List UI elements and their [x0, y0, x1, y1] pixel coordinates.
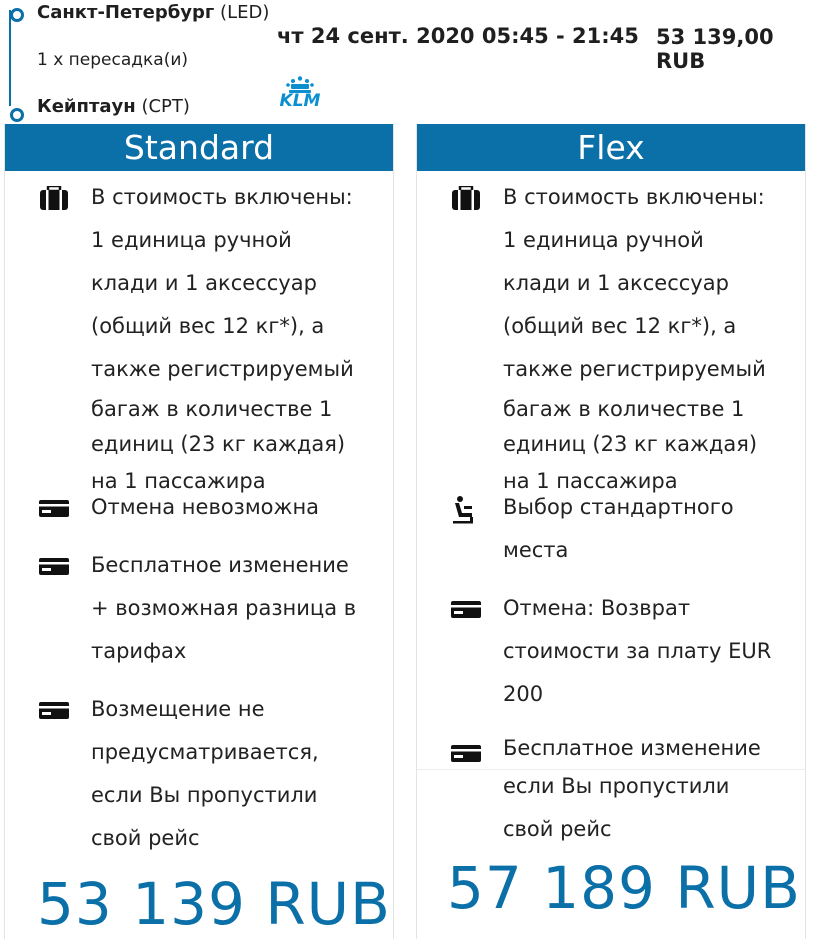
card-icon [38, 698, 70, 722]
destination-node-icon [10, 108, 24, 122]
flight-price: 53 139,00 RUB [656, 25, 774, 73]
feature-line: 1 единица ручной [503, 228, 704, 252]
feature-line: В стоимость включены: [91, 185, 353, 209]
fare-price[interactable]: 57 189 RUB [447, 854, 801, 922]
airline-logo-text: KLM [279, 91, 321, 111]
origin-node-icon [10, 8, 24, 22]
flight-date-time: чт 24 сент. 2020 05:45 - 21:45 [277, 24, 639, 48]
seat-icon [450, 496, 482, 520]
card-icon [450, 597, 482, 621]
feature-line: Возмещение не [91, 697, 265, 721]
feature-line: (общий вес 12 кг*), а [91, 314, 325, 338]
fare-title: Flex [417, 124, 805, 171]
origin-code: (LED) [220, 2, 270, 23]
baggage-icon [450, 186, 482, 210]
feature-line: тарифах [91, 639, 187, 663]
origin [37, 2, 269, 23]
feature-line: стоимости за плату EUR [503, 639, 772, 663]
destination-code: (CPT) [141, 96, 190, 117]
feature-line: если Вы пропустили [503, 774, 730, 798]
fare-card-standard[interactable] [4, 124, 394, 939]
itinerary-header [0, 0, 820, 122]
feature-line: места [503, 538, 569, 562]
feature-line: + возможная разница в [91, 596, 357, 620]
destination-city: Кейптаун [37, 96, 136, 117]
feature-line: багаж в количестве 1 [91, 397, 333, 421]
airline-logo [274, 76, 326, 110]
feature-line: также регистрируемый [503, 357, 766, 381]
feature-line: Отмена невозможна [91, 495, 320, 519]
feature-line: 1 единица ручной [91, 228, 292, 252]
feature-line: единиц (23 кг каждая) [91, 432, 346, 456]
card-icon [38, 554, 70, 578]
feature-line: свой рейс [91, 826, 200, 850]
feature-line: В стоимость включены: [503, 185, 765, 209]
feature-line: также регистрируемый [91, 357, 354, 381]
feature-line: Бесплатное изменение [503, 736, 761, 760]
feature-line: на 1 пассажира [503, 469, 678, 493]
feature-line: багаж в количестве 1 [503, 397, 745, 421]
fare-card-flex[interactable] [416, 124, 806, 939]
feature-line: (общий вес 12 кг*), а [503, 314, 737, 338]
destination [37, 96, 190, 117]
route-line [9, 10, 11, 106]
feature-line: клади и 1 аксессуар [503, 271, 729, 295]
feature-line: клади и 1 аксессуар [91, 271, 317, 295]
feature-line: 200 [503, 682, 544, 706]
fare-price[interactable]: 53 139 RUB [37, 870, 391, 938]
feature-line: если Вы пропустили [91, 783, 318, 807]
origin-city: Санкт-Петербург [37, 2, 215, 23]
fare-title: Standard [5, 124, 393, 171]
card-icon [450, 741, 482, 765]
feature-line: на 1 пассажира [91, 469, 266, 493]
feature-line: предусматривается, [91, 740, 319, 764]
card-icon [38, 496, 70, 520]
feature-line: свой рейс [503, 817, 612, 841]
feature-line: Выбор стандартного [503, 495, 734, 519]
feature-line: Отмена: Возврат [503, 596, 691, 620]
feature-line: единиц (23 кг каждая) [503, 432, 758, 456]
baggage-icon [38, 186, 70, 210]
feature-line: Бесплатное изменение [91, 553, 349, 577]
stops-count: 1 х пересадка(и) [37, 50, 189, 70]
